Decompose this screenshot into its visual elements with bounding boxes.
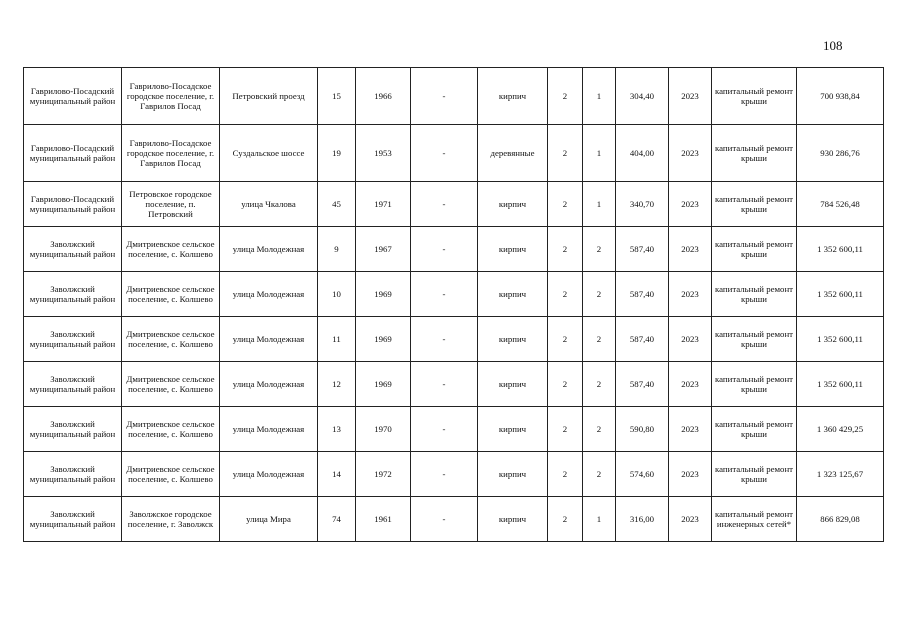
area-cell: 304,40 — [616, 68, 669, 125]
table-row — [24, 407, 884, 452]
district-cell: Заволжский муниципальный район — [24, 362, 122, 407]
settlement-cell: Дмитриевское сельское поселение, с. Колшево — [122, 362, 220, 407]
work-type-cell: капитальный ремонт крыши — [712, 182, 797, 227]
settlement-cell: Гаврилово-Посадское городское поселение, г. Гаврилов Посад — [122, 125, 220, 182]
entrances-cell: 1 — [583, 68, 616, 125]
work-type-cell: капитальный ремонт крыши — [712, 227, 797, 272]
house-number-cell: 12 — [318, 362, 356, 407]
cost-cell: 1 360 429,25 — [797, 407, 884, 452]
entrances-cell: 2 — [583, 227, 616, 272]
street-cell: улица Молодежная — [220, 317, 318, 362]
plan-year-cell: 2023 — [669, 362, 712, 407]
marker-cell: - — [411, 125, 478, 182]
build-year-cell: 1969 — [356, 317, 411, 362]
plan-year-cell: 2023 — [669, 272, 712, 317]
wall-material-cell: кирпич — [478, 407, 548, 452]
district-cell: Заволжский муниципальный район — [24, 497, 122, 542]
plan-year-cell: 2023 — [669, 182, 712, 227]
table-row — [24, 317, 884, 362]
house-number-cell: 11 — [318, 317, 356, 362]
street-cell: улица Молодежная — [220, 452, 318, 497]
settlement-cell: Заволжское городское поселение, г. Заволжск — [122, 497, 220, 542]
entrances-cell: 1 — [583, 125, 616, 182]
district-cell: Гаврилово-Посадский муниципальный район — [24, 68, 122, 125]
wall-material-cell: кирпич — [478, 182, 548, 227]
table-row — [24, 68, 884, 125]
marker-cell: - — [411, 407, 478, 452]
street-cell: Петровский проезд — [220, 68, 318, 125]
floors-cell: 2 — [548, 452, 583, 497]
house-number-cell: 14 — [318, 452, 356, 497]
table-row — [24, 182, 884, 227]
plan-year-cell: 2023 — [669, 317, 712, 362]
district-cell: Гаврилово-Посадский муниципальный район — [24, 125, 122, 182]
floors-cell: 2 — [548, 182, 583, 227]
house-number-cell: 9 — [318, 227, 356, 272]
plan-year-cell: 2023 — [669, 452, 712, 497]
floors-cell: 2 — [548, 68, 583, 125]
entrances-cell: 2 — [583, 407, 616, 452]
work-type-cell: капитальный ремонт крыши — [712, 317, 797, 362]
district-cell: Гаврилово-Посадский муниципальный район — [24, 182, 122, 227]
work-type-cell: капитальный ремонт инженерных сетей* — [712, 497, 797, 542]
housing-repair-table — [23, 67, 884, 542]
floors-cell: 2 — [548, 407, 583, 452]
marker-cell: - — [411, 182, 478, 227]
cost-cell: 784 526,48 — [797, 182, 884, 227]
table-row — [24, 227, 884, 272]
entrances-cell: 1 — [583, 182, 616, 227]
street-cell: Суздальское шоссе — [220, 125, 318, 182]
street-cell: улица Молодежная — [220, 272, 318, 317]
wall-material-cell: кирпич — [478, 272, 548, 317]
house-number-cell: 15 — [318, 68, 356, 125]
cost-cell: 1 352 600,11 — [797, 272, 884, 317]
area-cell: 587,40 — [616, 362, 669, 407]
plan-year-cell: 2023 — [669, 227, 712, 272]
district-cell: Заволжский муниципальный район — [24, 317, 122, 362]
settlement-cell: Гаврилово-Посадское городское поселение, г. Гаврилов Посад — [122, 68, 220, 125]
entrances-cell: 2 — [583, 452, 616, 497]
floors-cell: 2 — [548, 272, 583, 317]
street-cell: улица Молодежная — [220, 227, 318, 272]
table-row — [24, 362, 884, 407]
build-year-cell: 1969 — [356, 272, 411, 317]
area-cell: 587,40 — [616, 272, 669, 317]
settlement-cell: Дмитриевское сельское поселение, с. Колшево — [122, 452, 220, 497]
table-row — [24, 125, 884, 182]
wall-material-cell: кирпич — [478, 68, 548, 125]
house-number-cell: 19 — [318, 125, 356, 182]
table-row — [24, 452, 884, 497]
floors-cell: 2 — [548, 227, 583, 272]
plan-year-cell: 2023 — [669, 68, 712, 125]
marker-cell: - — [411, 317, 478, 362]
floors-cell: 2 — [548, 125, 583, 182]
area-cell: 587,40 — [616, 227, 669, 272]
cost-cell: 1 352 600,11 — [797, 227, 884, 272]
build-year-cell: 1953 — [356, 125, 411, 182]
work-type-cell: капитальный ремонт крыши — [712, 68, 797, 125]
entrances-cell: 2 — [583, 317, 616, 362]
entrances-cell: 2 — [583, 272, 616, 317]
marker-cell: - — [411, 362, 478, 407]
cost-cell: 1 323 125,67 — [797, 452, 884, 497]
cost-cell: 1 352 600,11 — [797, 317, 884, 362]
build-year-cell: 1969 — [356, 362, 411, 407]
house-number-cell: 10 — [318, 272, 356, 317]
work-type-cell: капитальный ремонт крыши — [712, 272, 797, 317]
cost-cell: 700 938,84 — [797, 68, 884, 125]
build-year-cell: 1970 — [356, 407, 411, 452]
district-cell: Заволжский муниципальный район — [24, 407, 122, 452]
area-cell: 590,80 — [616, 407, 669, 452]
build-year-cell: 1971 — [356, 182, 411, 227]
build-year-cell: 1967 — [356, 227, 411, 272]
district-cell: Заволжский муниципальный район — [24, 272, 122, 317]
wall-material-cell: кирпич — [478, 362, 548, 407]
plan-year-cell: 2023 — [669, 125, 712, 182]
floors-cell: 2 — [548, 362, 583, 407]
house-number-cell: 13 — [318, 407, 356, 452]
house-number-cell: 45 — [318, 182, 356, 227]
work-type-cell: капитальный ремонт крыши — [712, 407, 797, 452]
cost-cell: 866 829,08 — [797, 497, 884, 542]
page-number: 108 — [823, 38, 843, 53]
table-row — [24, 497, 884, 542]
area-cell: 316,00 — [616, 497, 669, 542]
wall-material-cell: деревянные — [478, 125, 548, 182]
area-cell: 574,60 — [616, 452, 669, 497]
street-cell: улица Мира — [220, 497, 318, 542]
cost-cell: 930 286,76 — [797, 125, 884, 182]
settlement-cell: Дмитриевское сельское поселение, с. Колшево — [122, 407, 220, 452]
wall-material-cell: кирпич — [478, 452, 548, 497]
wall-material-cell: кирпич — [478, 317, 548, 362]
street-cell: улица Молодежная — [220, 407, 318, 452]
marker-cell: - — [411, 272, 478, 317]
marker-cell: - — [411, 497, 478, 542]
area-cell: 587,40 — [616, 317, 669, 362]
district-cell: Заволжский муниципальный район — [24, 452, 122, 497]
marker-cell: - — [411, 452, 478, 497]
district-cell: Заволжский муниципальный район — [24, 227, 122, 272]
street-cell: улица Молодежная — [220, 362, 318, 407]
area-cell: 404,00 — [616, 125, 669, 182]
work-type-cell: капитальный ремонт крыши — [712, 125, 797, 182]
wall-material-cell: кирпич — [478, 227, 548, 272]
entrances-cell: 1 — [583, 497, 616, 542]
house-number-cell: 74 — [318, 497, 356, 542]
floors-cell: 2 — [548, 317, 583, 362]
cost-cell: 1 352 600,11 — [797, 362, 884, 407]
plan-year-cell: 2023 — [669, 407, 712, 452]
work-type-cell: капитальный ремонт крыши — [712, 362, 797, 407]
settlement-cell: Дмитриевское сельское поселение, с. Колшево — [122, 272, 220, 317]
area-cell: 340,70 — [616, 182, 669, 227]
marker-cell: - — [411, 227, 478, 272]
work-type-cell: капитальный ремонт крыши — [712, 452, 797, 497]
entrances-cell: 2 — [583, 362, 616, 407]
build-year-cell: 1961 — [356, 497, 411, 542]
build-year-cell: 1966 — [356, 68, 411, 125]
wall-material-cell: кирпич — [478, 497, 548, 542]
table-row — [24, 272, 884, 317]
street-cell: улица Чкалова — [220, 182, 318, 227]
marker-cell: - — [411, 68, 478, 125]
settlement-cell: Дмитриевское сельское поселение, с. Колшево — [122, 227, 220, 272]
build-year-cell: 1972 — [356, 452, 411, 497]
settlement-cell: Дмитриевское сельское поселение, с. Колшево — [122, 317, 220, 362]
floors-cell: 2 — [548, 497, 583, 542]
settlement-cell: Петровское городское поселение, п. Петровский — [122, 182, 220, 227]
plan-year-cell: 2023 — [669, 497, 712, 542]
